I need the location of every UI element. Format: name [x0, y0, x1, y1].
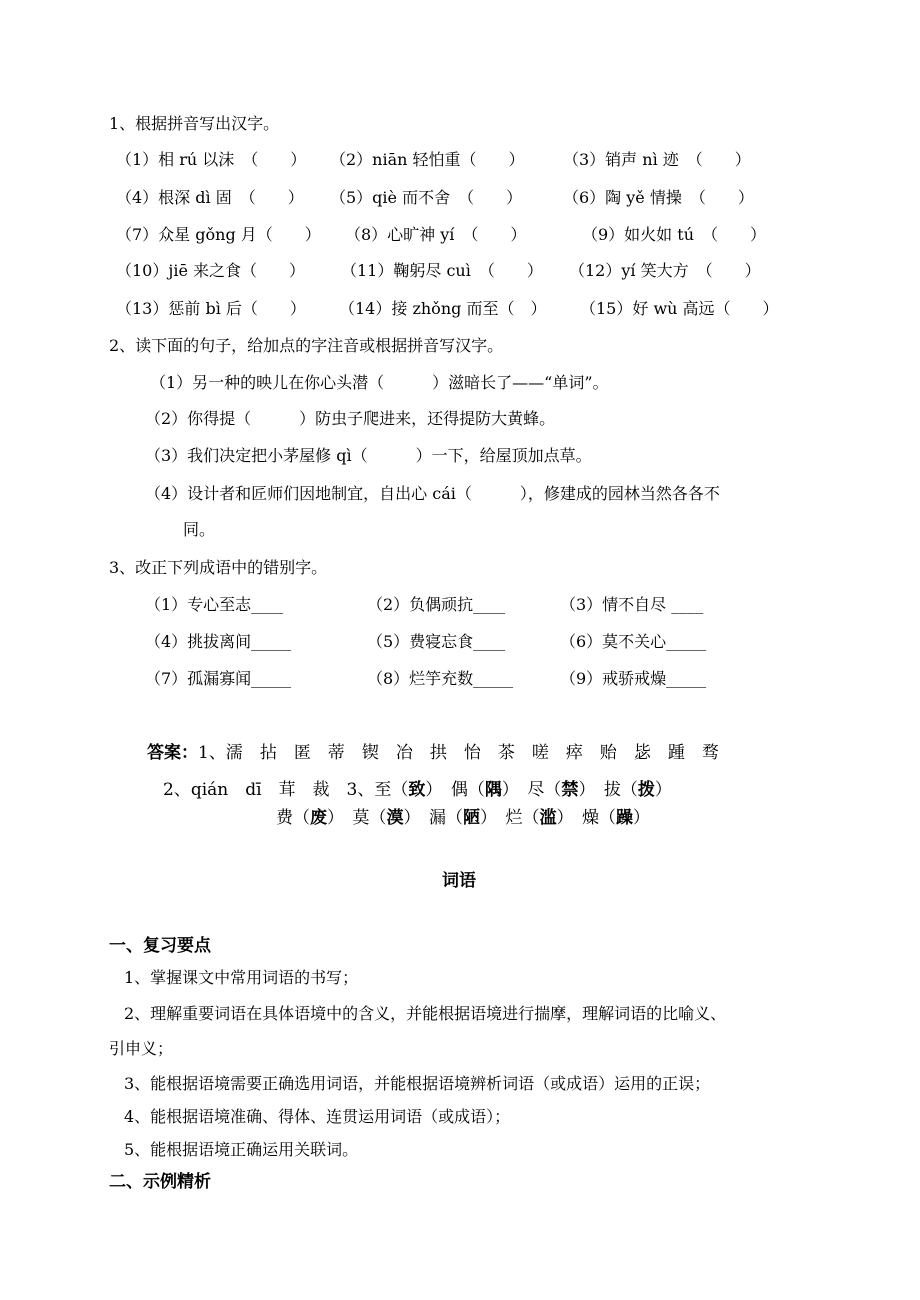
- answer-right: 漠: [386, 808, 404, 828]
- answer-wrong: 偶: [450, 780, 468, 800]
- answer-right: 拨: [637, 780, 655, 800]
- section-heading-examples: 二、示例精析: [109, 1172, 211, 1192]
- answer-right: 滥: [539, 808, 557, 828]
- q1-heading: 1、根据拼音写出汉字。: [109, 114, 280, 133]
- answer-wrong: 费: [276, 808, 293, 828]
- answer-label: 答案：: [147, 743, 198, 763]
- answer-right: 躁: [616, 808, 633, 828]
- answer-wrong: 漏: [429, 808, 446, 828]
- review-point: 2、理解重要词语在具体语境中的含义，并能根据语境进行揣摩，理解词语的比喻义、: [124, 1004, 727, 1023]
- section-title: 词语: [442, 871, 476, 891]
- answer-right: 致: [408, 780, 426, 800]
- q1-item: （11）鞠躬尽 cuì （ ）: [341, 261, 543, 280]
- answer-right: 废: [310, 808, 327, 828]
- q3-item: （4）挑拔离间_____: [145, 632, 292, 651]
- q2-item-continued: 同。: [183, 520, 216, 539]
- answer-q2-pinyin: 2、qián dī 茸 裁 3、: [163, 780, 375, 800]
- answer-right: 陋: [463, 808, 480, 828]
- q1-item: （7）众星 gǒng 月（ ）: [116, 225, 321, 244]
- q1-item: （13）惩前 bì 后（ ）: [116, 299, 306, 318]
- answer-wrong: 莫: [352, 808, 370, 828]
- q3-item: （9）戒骄戒燥_____: [560, 669, 707, 688]
- q1-item: （14）接 zhǒng 而至（ ）: [339, 299, 547, 318]
- answer-wrong: 拔: [603, 780, 621, 800]
- q1-item: （1）相 rú 以沫 （ ）: [116, 150, 307, 169]
- q3-item: （6）莫不关心_____: [560, 632, 707, 651]
- answer-line-3: 费（废） 莫（漠） 漏（陋） 烂（滥） 燥（躁）: [276, 808, 650, 828]
- q1-item: （5）qiè 而不舍 （ ）: [330, 188, 523, 207]
- q1-item: （3）销声 nì 迹 （ ）: [563, 150, 751, 169]
- review-point: 4、能根据语境准确、得体、连贯运用词语（或成语）；: [124, 1107, 511, 1126]
- review-point-continued: 引申义；: [109, 1039, 174, 1058]
- q1-item: （15）好 wù 高远（ ）: [580, 299, 779, 318]
- q3-item: （5）费寝忘食____: [367, 632, 506, 651]
- q3-item: （7）孤漏寡闻_____: [145, 669, 292, 688]
- q3-item: （2）负偶顽抗____: [367, 595, 506, 614]
- q1-item: （9）如火如 tú （ ）: [582, 225, 767, 244]
- answer-wrong: 尽: [527, 780, 545, 800]
- q2-item: （2）你得提（ ）防虫子爬进来，还得提防大黄蜂。: [145, 409, 556, 428]
- answer-right: 隅: [484, 780, 502, 800]
- answer-line-2: 2、qián dī 茸 裁 3、至（致） 偶（隅） 尽（禁） 拔（拨）: [163, 780, 672, 800]
- q1-item: （4）根深 dì 固 （ ）: [116, 188, 304, 207]
- q2-heading: 2、读下面的句子，给加点的字注音或根据拼音写汉字。: [109, 336, 504, 355]
- q1-item: （10）jiē 来之食（ ）: [116, 261, 305, 280]
- q3-heading: 3、改正下列成语中的错别字。: [109, 558, 328, 577]
- section-heading-review-points: 一、复习要点: [109, 936, 211, 956]
- review-point: 1、掌握课文中常用词语的书写；: [124, 968, 359, 987]
- answer-q1: 1、濡 拈 匿 蒂 锲 冶 拱 怡 茶 嗟 瘁 贻 毖 踵 骛: [198, 743, 719, 763]
- q1-item: （2）niān 轻怕重（ ）: [330, 150, 525, 169]
- q2-item: （3）我们决定把小茅屋修 qì（ ）一下，给屋顶加点草。: [145, 446, 592, 465]
- q1-item: （12）yí 笑大方 （ ）: [569, 261, 761, 280]
- q2-item: （1）另一种的映儿在你心头潜（ ）滋暗长了——“单词”。: [150, 373, 609, 392]
- answer-wrong: 燥: [582, 808, 599, 828]
- q1-item: （6）陶 yě 情操 （ ）: [563, 188, 754, 207]
- q3-item: （3）情不自尽 ____: [560, 595, 704, 614]
- answer-line-1: [147, 743, 719, 763]
- answer-wrong: 烂: [505, 808, 523, 828]
- q3-item: （1）专心至志____: [145, 595, 284, 614]
- q2-item: （4）设计者和匠师们因地制宜，自出心 cái（ ），修建成的园林当然各各不: [145, 484, 720, 503]
- answer-right: 禁: [561, 780, 579, 800]
- q3-item: （8）烂竽充数_____: [367, 669, 514, 688]
- review-point: 3、能根据语境需要正确选用词语，并能根据语境辨析词语（或成语）运用的正误；: [124, 1074, 711, 1093]
- review-point: 5、能根据语境正确运用关联词。: [124, 1140, 359, 1159]
- answer-wrong: 至: [374, 780, 392, 800]
- q1-item: （8）心旷神 yí （ ）: [345, 225, 527, 244]
